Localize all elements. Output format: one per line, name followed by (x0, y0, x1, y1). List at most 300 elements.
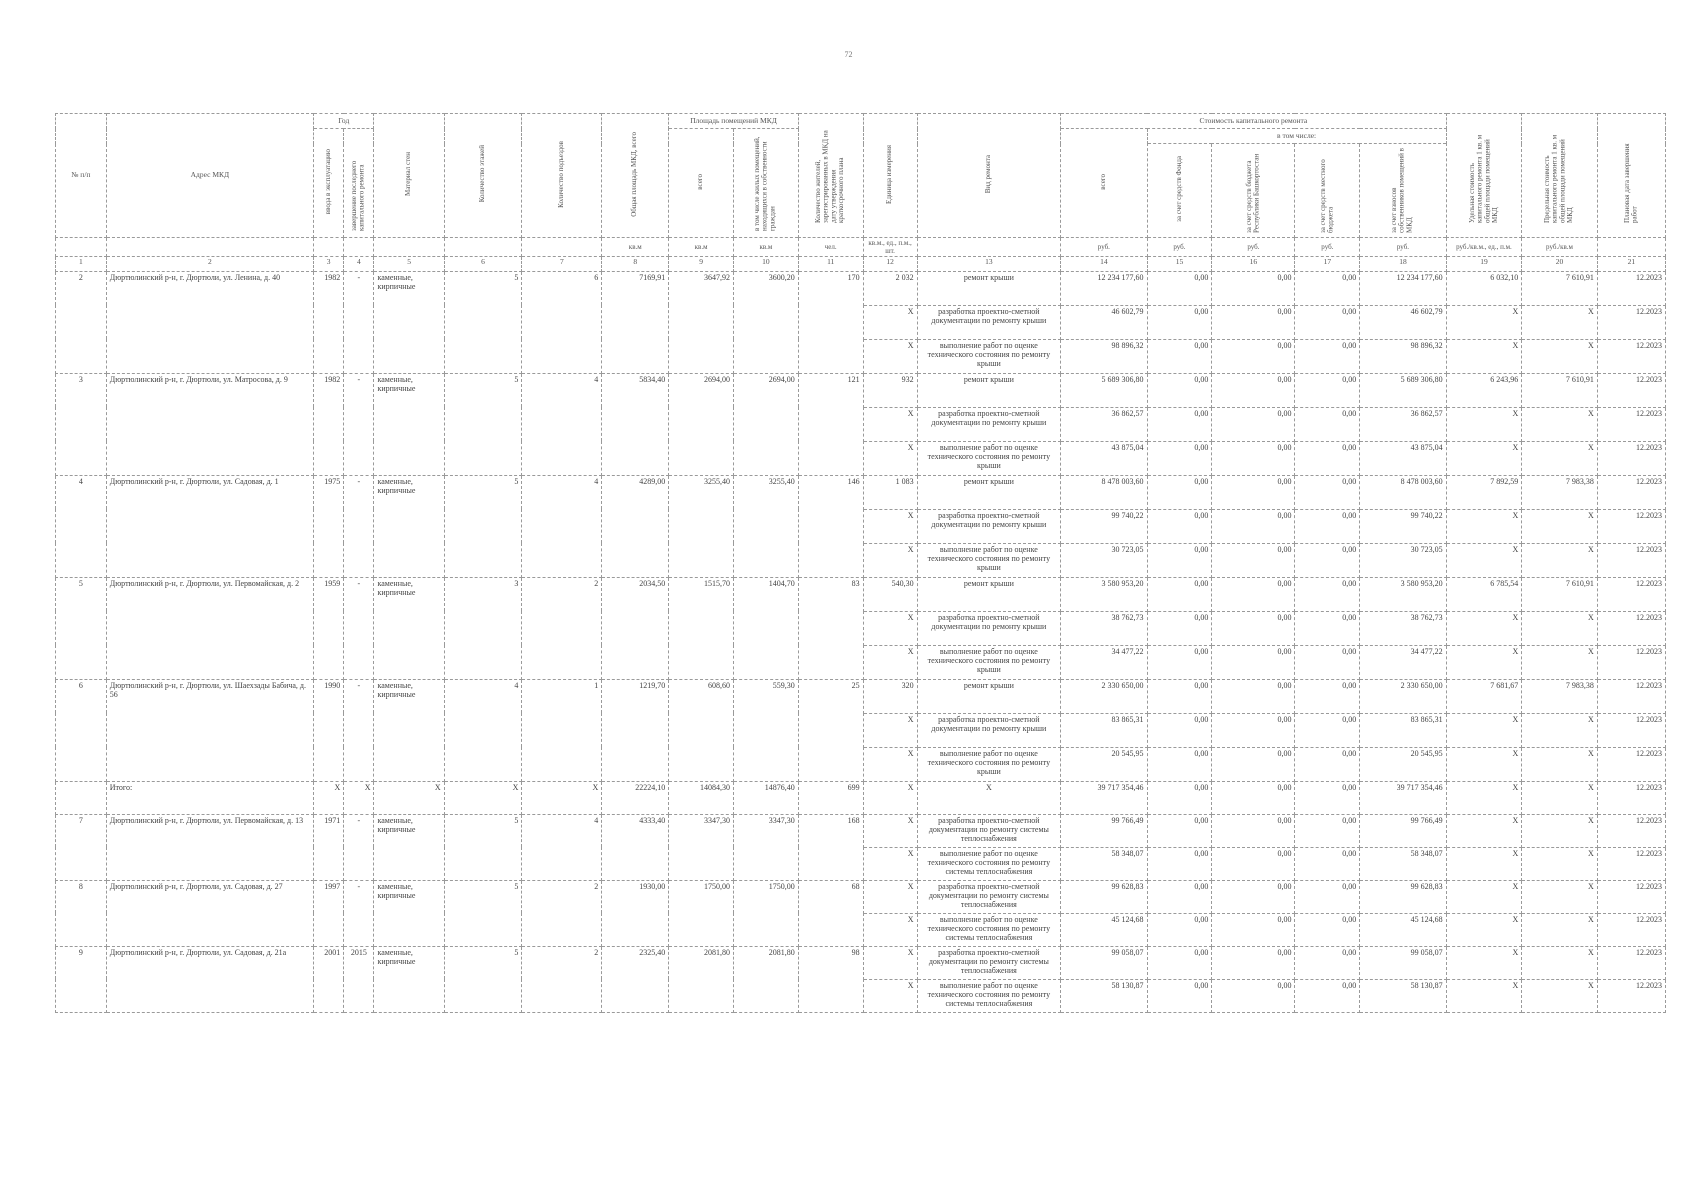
specific-cost: X (1446, 979, 1522, 1012)
limit-cost: X (1522, 913, 1598, 946)
header-unit: Единица измерения (863, 114, 917, 238)
row-number: 7 (56, 814, 107, 880)
total-area: 2034,50 (602, 577, 669, 679)
row-number: 8 (56, 880, 107, 946)
table-row (56, 880, 1666, 913)
planned-date: 12.2023 (1597, 543, 1665, 577)
wall-material: каменные, кирпичные (374, 475, 444, 577)
premises-area: 2081,80 (669, 946, 734, 1012)
residential-area: 1404,70 (734, 577, 799, 679)
house-address: Дюртюлинский р-н, г. Дюртюли, ул. Матросова, д. 9 (106, 373, 313, 475)
cost-owners: 99 628,83 (1360, 880, 1446, 913)
header-entrances: Количество подъездов (522, 114, 602, 238)
year-commission: 1990 (314, 679, 344, 781)
total-area: 2325,40 (602, 946, 669, 1012)
work-volume: 540,30 (863, 577, 917, 611)
cost-owners: 36 862,57 (1360, 407, 1446, 441)
header-year-last-repair: завершение последнего капитального ремонта (344, 129, 374, 238)
planned-date: 12.2023 (1597, 305, 1665, 339)
column-numbers-row (56, 256, 1666, 271)
cost-republic: 0,00 (1212, 441, 1295, 475)
cost-republic: 0,00 (1212, 611, 1295, 645)
cost-fund: 0,00 (1147, 814, 1212, 847)
row-number: 2 (56, 271, 107, 373)
cost-local: 0,00 (1295, 509, 1360, 543)
cost-owners: 30 723,05 (1360, 543, 1446, 577)
specific-cost: X (1446, 880, 1522, 913)
repair-plan-table-wrapper (55, 113, 1666, 1013)
repair-type: ремонт крыши (917, 271, 1061, 305)
specific-cost: X (1446, 913, 1522, 946)
unit-cell: руб. (1295, 237, 1360, 256)
repair-type: ремонт крыши (917, 373, 1061, 407)
cost-republic: 0,00 (1212, 979, 1295, 1012)
header-cost-fund: за счет средств Фонда (1147, 144, 1212, 238)
work-volume: 1 083 (863, 475, 917, 509)
row-number: 4 (56, 475, 107, 577)
specific-cost: X (1446, 305, 1522, 339)
repair-type: разработка проектно-сметной документации по ремонту крыши (917, 407, 1061, 441)
cost-owners: 43 875,04 (1360, 441, 1446, 475)
total-area: 4333,40 (602, 814, 669, 880)
cost-local: 0,00 (1295, 611, 1360, 645)
cost-local: 0,00 (1295, 475, 1360, 509)
planned-date: 12.2023 (1597, 979, 1665, 1012)
column-number: 14 (1061, 256, 1147, 271)
column-number: 2 (106, 256, 313, 271)
work-volume: X (863, 509, 917, 543)
wall-material: каменные, кирпичные (374, 880, 444, 946)
cost-fund: 0,00 (1147, 339, 1212, 373)
work-volume: X (863, 847, 917, 880)
limit-cost: X (1522, 814, 1598, 847)
house-address: Дюртюлинский р-н, г. Дюртюли, ул. Шаехзады Бабича, д. 56 (106, 679, 313, 781)
specific-cost: 6 032,10 (1446, 271, 1522, 305)
repair-type: выполнение работ по оценке технического состояния по ремонту крыши (917, 441, 1061, 475)
cost-total: 83 865,31 (1061, 713, 1147, 747)
cost-fund: 0,00 (1147, 645, 1212, 679)
cost-owners: 5 689 306,80 (1360, 373, 1446, 407)
empty-cell (56, 781, 107, 814)
wall-material: каменные, кирпичные (374, 271, 444, 373)
wall-material: каменные, кирпичные (374, 814, 444, 880)
header-cost-owners: за счет взносов собственников помещений в МКД (1360, 144, 1446, 238)
cost-total: 99 740,22 (1061, 509, 1147, 543)
planned-date: 12.2023 (1597, 679, 1665, 713)
year-last-repair: - (344, 880, 374, 946)
cost-republic: 0,00 (1212, 946, 1295, 979)
unit-cell: руб./кв.м., ед., п.м. (1446, 237, 1522, 256)
repair-type: ремонт крыши (917, 577, 1061, 611)
work-volume: 320 (863, 679, 917, 713)
residential-area: 14876,40 (734, 781, 799, 814)
cost-republic: 0,00 (1212, 543, 1295, 577)
planned-date: 12.2023 (1597, 713, 1665, 747)
total-area: 5834,40 (602, 373, 669, 475)
wall-material: каменные, кирпичные (374, 946, 444, 1012)
unit-cell: руб. (1061, 237, 1147, 256)
year-last-repair: - (344, 271, 374, 373)
limit-cost: X (1522, 305, 1598, 339)
cost-fund: 0,00 (1147, 441, 1212, 475)
cost-total: 46 602,79 (1061, 305, 1147, 339)
entrances-count: 2 (522, 880, 602, 946)
x-mark: X (863, 781, 917, 814)
cost-owners: 99 058,07 (1360, 946, 1446, 979)
residential-area: 2694,00 (734, 373, 799, 475)
cost-local: 0,00 (1295, 946, 1360, 979)
cost-local: 0,00 (1295, 407, 1360, 441)
work-volume: X (863, 305, 917, 339)
column-number: 10 (734, 256, 799, 271)
repair-type: выполнение работ по оценке технического состояния по ремонту крыши (917, 747, 1061, 781)
unit-cell: кв.м., ед., п.м., шт. (863, 237, 917, 256)
header-cost-group: Стоимость капитального ремонта (1061, 114, 1446, 129)
cost-republic: 0,00 (1212, 509, 1295, 543)
header-total-area: Общая площадь МКД, всего (602, 114, 669, 238)
cost-total: 38 762,73 (1061, 611, 1147, 645)
cost-owners: 34 477,22 (1360, 645, 1446, 679)
specific-cost: X (1446, 946, 1522, 979)
year-commission: 1975 (314, 475, 344, 577)
residents-count: 699 (798, 781, 863, 814)
floors-count: 5 (444, 814, 522, 880)
limit-cost: 7 610,91 (1522, 373, 1598, 407)
entrances-count: 4 (522, 814, 602, 880)
cost-owners: 58 348,07 (1360, 847, 1446, 880)
cost-owners: 83 865,31 (1360, 713, 1446, 747)
unit-cell: руб. (1147, 237, 1212, 256)
repair-type: разработка проектно-сметной документации по ремонту крыши (917, 305, 1061, 339)
column-number: 9 (669, 256, 734, 271)
entrances-count: 2 (522, 946, 602, 1012)
planned-date: 12.2023 (1597, 645, 1665, 679)
cost-fund: 0,00 (1147, 509, 1212, 543)
cost-local: 0,00 (1295, 679, 1360, 713)
cost-local: 0,00 (1295, 543, 1360, 577)
entrances-count: 4 (522, 373, 602, 475)
repair-type: разработка проектно-сметной документации по ремонту крыши (917, 611, 1061, 645)
limit-cost: X (1522, 880, 1598, 913)
planned-date: 12.2023 (1597, 373, 1665, 407)
repair-type: выполнение работ по оценке технического состояния по ремонту системы теплоснабжения (917, 847, 1061, 880)
cost-total: 99 628,83 (1061, 880, 1147, 913)
limit-cost: 7 610,91 (1522, 577, 1598, 611)
limit-cost: 7 983,38 (1522, 475, 1598, 509)
table-row (56, 679, 1666, 713)
residential-area: 3255,40 (734, 475, 799, 577)
year-commission: 2001 (314, 946, 344, 1012)
row-number: 5 (56, 577, 107, 679)
cost-owners: 12 234 177,60 (1360, 271, 1446, 305)
cost-fund: 0,00 (1147, 913, 1212, 946)
column-number: 8 (602, 256, 669, 271)
table-row (56, 814, 1666, 847)
cost-republic: 0,00 (1212, 679, 1295, 713)
unit-cell: кв.м (734, 237, 799, 256)
residential-area: 2081,80 (734, 946, 799, 1012)
cost-republic: 0,00 (1212, 475, 1295, 509)
year-last-repair: - (344, 577, 374, 679)
cost-total: 30 723,05 (1061, 543, 1147, 577)
column-number: 11 (798, 256, 863, 271)
repair-type: разработка проектно-сметной документации по ремонту крыши (917, 509, 1061, 543)
residential-area: 3600,20 (734, 271, 799, 373)
cost-local: 0,00 (1295, 781, 1360, 814)
work-volume: X (863, 747, 917, 781)
residents-count: 121 (798, 373, 863, 475)
column-number: 13 (917, 256, 1061, 271)
cost-owners: 98 896,32 (1360, 339, 1446, 373)
cost-republic: 0,00 (1212, 713, 1295, 747)
cost-fund: 0,00 (1147, 946, 1212, 979)
residential-area: 1750,00 (734, 880, 799, 946)
limit-cost: X (1522, 509, 1598, 543)
row-number: 3 (56, 373, 107, 475)
cost-total: 39 717 354,46 (1061, 781, 1147, 814)
total-area: 1930,00 (602, 880, 669, 946)
cost-republic: 0,00 (1212, 814, 1295, 847)
cost-total: 8 478 003,60 (1061, 475, 1147, 509)
work-volume: X (863, 543, 917, 577)
cost-local: 0,00 (1295, 305, 1360, 339)
header-limit-cost: Предельная стоимость капитального ремонта 1 кв. м общей площади помещений МКД (1522, 114, 1598, 238)
repair-type: разработка проектно-сметной документации по ремонту системы теплоснабжения (917, 946, 1061, 979)
cost-total: 45 124,68 (1061, 913, 1147, 946)
cost-owners: 45 124,68 (1360, 913, 1446, 946)
cost-total: 20 545,95 (1061, 747, 1147, 781)
specific-cost: 6 243,96 (1446, 373, 1522, 407)
house-address: Дюртюлинский р-н, г. Дюртюли, ул. Садовая, д. 1 (106, 475, 313, 577)
specific-cost: X (1446, 543, 1522, 577)
total-area: 22224,10 (602, 781, 669, 814)
floors-count: 5 (444, 373, 522, 475)
specific-cost: X (1446, 747, 1522, 781)
work-volume: X (863, 814, 917, 847)
cost-fund: 0,00 (1147, 271, 1212, 305)
cost-fund: 0,00 (1147, 373, 1212, 407)
specific-cost: X (1446, 781, 1522, 814)
specific-cost: 7 892,59 (1446, 475, 1522, 509)
header-no: № п/п (56, 114, 107, 238)
x-mark: X (444, 781, 522, 814)
work-volume: X (863, 645, 917, 679)
cost-fund: 0,00 (1147, 979, 1212, 1012)
header-cost-local: за счет средств местного бюджета (1295, 144, 1360, 238)
floors-count: 3 (444, 577, 522, 679)
repair-type: выполнение работ по оценке технического состояния по ремонту системы теплоснабжения (917, 913, 1061, 946)
header-premises-all: всего (669, 129, 734, 238)
unit-cell: чел. (798, 237, 863, 256)
year-last-repair: - (344, 475, 374, 577)
cost-republic: 0,00 (1212, 373, 1295, 407)
repair-type: выполнение работ по оценке технического состояния по ремонту системы теплоснабжения (917, 979, 1061, 1012)
planned-date: 12.2023 (1597, 339, 1665, 373)
cost-local: 0,00 (1295, 645, 1360, 679)
entrances-count: 2 (522, 577, 602, 679)
repair-type: разработка проектно-сметной документации по ремонту системы теплоснабжения (917, 880, 1061, 913)
repair-type: выполнение работ по оценке технического состояния по ремонту крыши (917, 543, 1061, 577)
work-volume: X (863, 946, 917, 979)
column-number: 12 (863, 256, 917, 271)
cost-total: 58 348,07 (1061, 847, 1147, 880)
cost-owners: 39 717 354,46 (1360, 781, 1446, 814)
year-commission: 1959 (314, 577, 344, 679)
header-cost-republic: за счет средств бюджета Республики Башкортостан (1212, 144, 1295, 238)
work-volume: X (863, 441, 917, 475)
premises-area: 3347,30 (669, 814, 734, 880)
limit-cost: X (1522, 946, 1598, 979)
cost-local: 0,00 (1295, 713, 1360, 747)
year-commission: 1971 (314, 814, 344, 880)
column-number: 3 (314, 256, 344, 271)
unit-cell: кв.м (669, 237, 734, 256)
cost-republic: 0,00 (1212, 577, 1295, 611)
specific-cost: 7 681,67 (1446, 679, 1522, 713)
cost-owners: 38 762,73 (1360, 611, 1446, 645)
total-label: Итого: (106, 781, 313, 814)
specific-cost: 6 785,54 (1446, 577, 1522, 611)
cost-total: 98 896,32 (1061, 339, 1147, 373)
planned-date: 12.2023 (1597, 814, 1665, 847)
house-address: Дюртюлинский р-н, г. Дюртюли, ул. Ленина, д. 40 (106, 271, 313, 373)
premises-area: 1515,70 (669, 577, 734, 679)
repair-type: выполнение работ по оценке технического состояния по ремонту крыши (917, 645, 1061, 679)
page-number: 72 (844, 50, 853, 59)
header-premises-group: Площадь помещений МКД (669, 114, 799, 129)
work-volume: X (863, 913, 917, 946)
house-address: Дюртюлинский р-н, г. Дюртюли, ул. Первомайская, д. 2 (106, 577, 313, 679)
header-specific-cost: Удельная стоимость капитального ремонта 1 кв. м общей площади помещений МКД (1446, 114, 1522, 238)
total-area: 1219,70 (602, 679, 669, 781)
x-mark: X (344, 781, 374, 814)
cost-total: 12 234 177,60 (1061, 271, 1147, 305)
cost-local: 0,00 (1295, 979, 1360, 1012)
cost-fund: 0,00 (1147, 679, 1212, 713)
planned-date: 12.2023 (1597, 747, 1665, 781)
planned-date: 12.2023 (1597, 611, 1665, 645)
column-number: 16 (1212, 256, 1295, 271)
limit-cost: 7 610,91 (1522, 271, 1598, 305)
work-volume: X (863, 713, 917, 747)
year-last-repair: - (344, 814, 374, 880)
cost-fund: 0,00 (1147, 305, 1212, 339)
year-commission: 1982 (314, 373, 344, 475)
cost-fund: 0,00 (1147, 880, 1212, 913)
column-number: 5 (374, 256, 444, 271)
cost-fund: 0,00 (1147, 577, 1212, 611)
limit-cost: X (1522, 847, 1598, 880)
premises-area: 3255,40 (669, 475, 734, 577)
floors-count: 5 (444, 271, 522, 373)
cost-local: 0,00 (1295, 271, 1360, 305)
planned-date: 12.2023 (1597, 441, 1665, 475)
residential-area: 3347,30 (734, 814, 799, 880)
floors-count: 5 (444, 946, 522, 1012)
cost-owners: 99 740,22 (1360, 509, 1446, 543)
cost-republic: 0,00 (1212, 747, 1295, 781)
cost-local: 0,00 (1295, 814, 1360, 847)
wall-material: каменные, кирпичные (374, 679, 444, 781)
table-row (56, 271, 1666, 305)
entrances-count: 1 (522, 679, 602, 781)
work-volume: X (863, 979, 917, 1012)
cost-total: 3 580 953,20 (1061, 577, 1147, 611)
residents-count: 83 (798, 577, 863, 679)
cost-owners: 46 602,79 (1360, 305, 1446, 339)
cost-republic: 0,00 (1212, 847, 1295, 880)
cost-total: 34 477,22 (1061, 645, 1147, 679)
premises-area: 1750,00 (669, 880, 734, 946)
column-number: 18 (1360, 256, 1446, 271)
cost-total: 99 766,49 (1061, 814, 1147, 847)
residents-count: 168 (798, 814, 863, 880)
premises-area: 608,60 (669, 679, 734, 781)
wall-material: каменные, кирпичные (374, 577, 444, 679)
cost-local: 0,00 (1295, 339, 1360, 373)
premises-area: 3647,92 (669, 271, 734, 373)
planned-date: 12.2023 (1597, 946, 1665, 979)
cost-republic: 0,00 (1212, 880, 1295, 913)
row-number: 9 (56, 946, 107, 1012)
cost-local: 0,00 (1295, 913, 1360, 946)
work-volume: 932 (863, 373, 917, 407)
limit-cost: X (1522, 747, 1598, 781)
specific-cost: X (1446, 407, 1522, 441)
limit-cost: X (1522, 781, 1598, 814)
cost-republic: 0,00 (1212, 271, 1295, 305)
header-residents: Количество жителей, зарегистрированных в МКД на дату утверждения краткосрочного плана (798, 114, 863, 238)
floors-count: 4 (444, 679, 522, 781)
cost-fund: 0,00 (1147, 475, 1212, 509)
premises-area: 14084,30 (669, 781, 734, 814)
specific-cost: X (1446, 441, 1522, 475)
cost-owners: 58 130,87 (1360, 979, 1446, 1012)
house-address: Дюртюлинский р-н, г. Дюртюли, ул. Первомайская, д. 13 (106, 814, 313, 880)
work-volume: X (863, 339, 917, 373)
planned-date: 12.2023 (1597, 271, 1665, 305)
column-number: 19 (1446, 256, 1522, 271)
planned-date: 12.2023 (1597, 577, 1665, 611)
limit-cost: X (1522, 339, 1598, 373)
cost-fund: 0,00 (1147, 611, 1212, 645)
specific-cost: X (1446, 645, 1522, 679)
cost-local: 0,00 (1295, 577, 1360, 611)
cost-local: 0,00 (1295, 747, 1360, 781)
repair-type: разработка проектно-сметной документации по ремонту системы теплоснабжения (917, 814, 1061, 847)
planned-date: 12.2023 (1597, 880, 1665, 913)
work-volume: X (863, 407, 917, 441)
unit-cell: руб./кв.м (1522, 237, 1598, 256)
column-number: 4 (344, 256, 374, 271)
cost-owners: 2 330 650,00 (1360, 679, 1446, 713)
total-area: 4289,00 (602, 475, 669, 577)
header-cost-incl: в том числе: (1147, 129, 1446, 144)
header-premises-residential: в том числе жилых помещений, находящихся в собственности граждан (734, 129, 799, 238)
repair-type: X (917, 781, 1061, 814)
header-wall-material: Материал стен (374, 114, 444, 238)
specific-cost: X (1446, 814, 1522, 847)
unit-cell: руб. (1360, 237, 1446, 256)
units-row (56, 237, 1666, 256)
cost-local: 0,00 (1295, 441, 1360, 475)
cost-total: 43 875,04 (1061, 441, 1147, 475)
year-commission: 1997 (314, 880, 344, 946)
repair-type: разработка проектно-сметной документации по ремонту крыши (917, 713, 1061, 747)
table-body (56, 256, 1666, 1012)
residents-count: 170 (798, 271, 863, 373)
unit-cell: кв.м (602, 237, 669, 256)
